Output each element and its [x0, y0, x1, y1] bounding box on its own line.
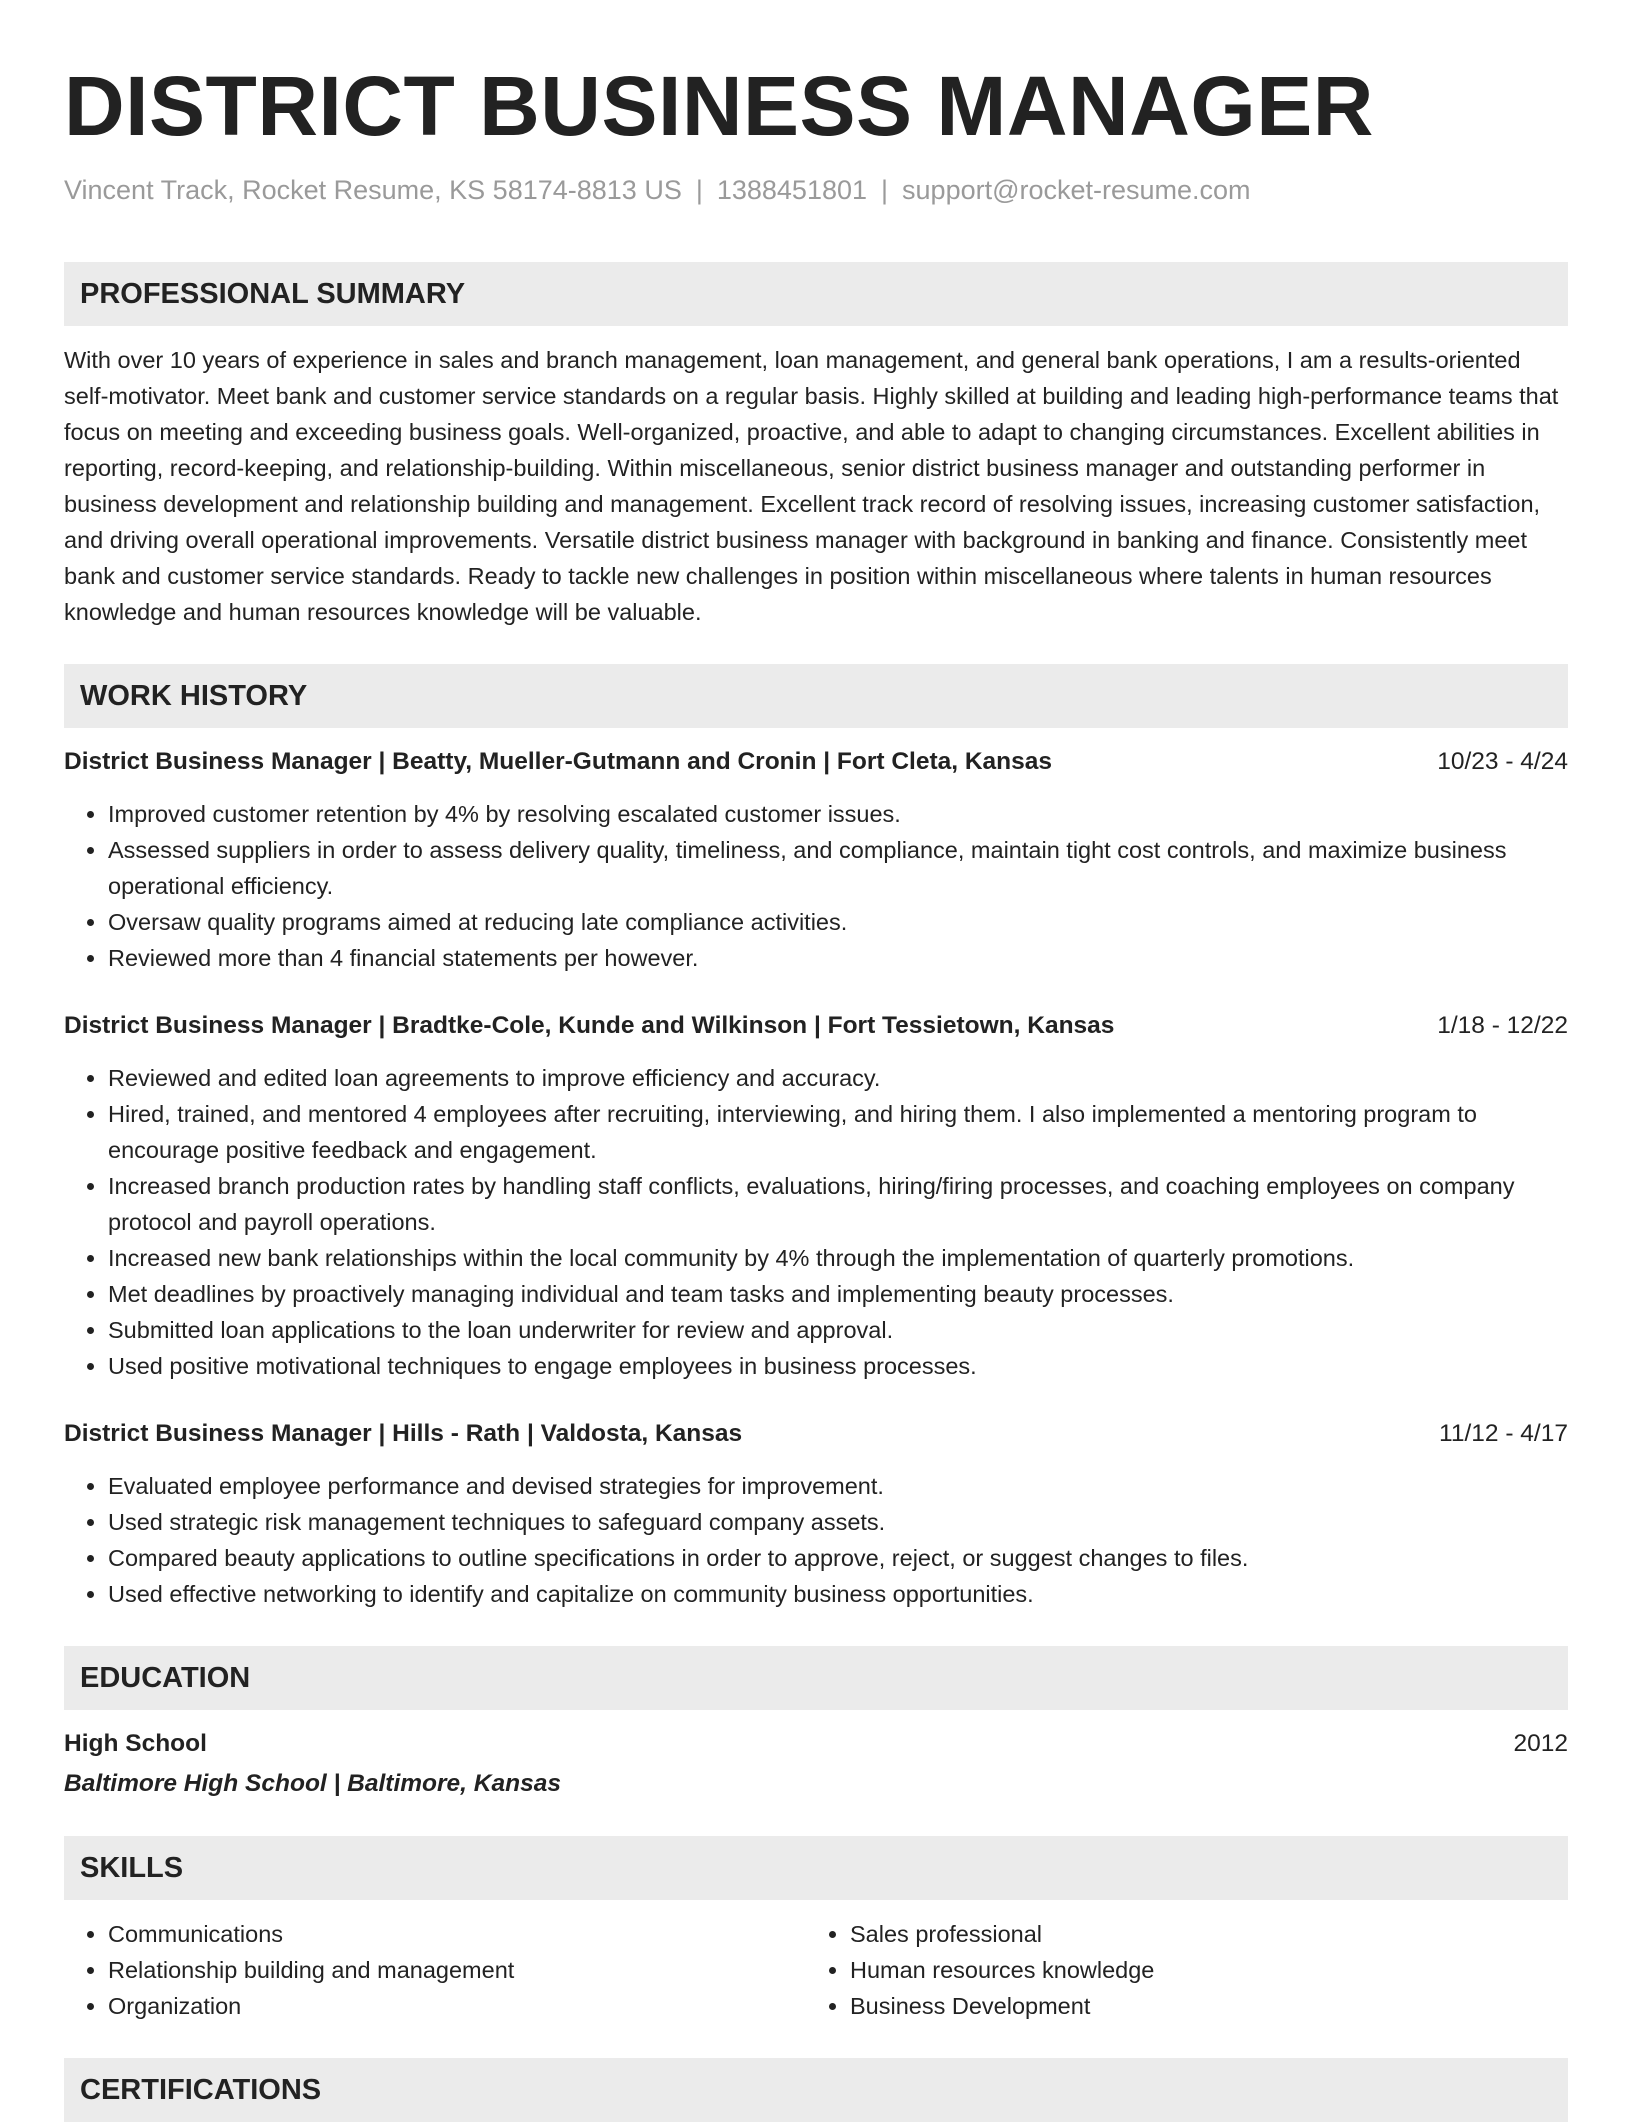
job-dates: 1/18 - 12/22: [1437, 1012, 1568, 1039]
job-title: District Business Manager | Beatty, Mueller-Gutmann and Cronin | Fort Cleta, Kansas: [64, 748, 1053, 775]
job-bullet: • Used strategic risk management techniques to safeguard company assets.: [108, 1504, 1568, 1540]
job-bullet: • Evaluated employee performance and devised strategies for improvement.: [108, 1468, 1568, 1504]
job-bullet: • Reviewed and edited loan agreements to improve efficiency and accuracy.: [108, 1060, 1568, 1096]
contact-line: [64, 172, 1568, 208]
section-heading-work-history: WORK HISTORY: [64, 664, 1568, 728]
summary-text: With over 10 years of experience in sales and branch management, loan management, and general bank operations, I am a results-oriented self-motivator. Meet bank and customer service standards on a regular basis. Highly skilled at building and leading high-performance teams that focus on meeting and exceeding business goals. Well-organized, proactive, and able to adapt to changing circumstances. Excellent abilities in reporting, record-keeping, and relationship-building. Within miscellaneous, senior district business manager and outstanding performer in business development and relationship building and management. Excellent track record of resolving issues, increasing customer satisfaction, and driving overall operational improvements. Versatile district business manager with background in banking and finance. Consistently meet bank and customer service standards. Ready to tackle new challenges in position within miscellaneous where talents in human resources knowledge and human resources knowledge will be valuable.: [64, 347, 1559, 625]
skill-item: • Human resources knowledge: [850, 1952, 1548, 1988]
skills-column-left: [64, 1916, 806, 2024]
job-dates: 10/23 - 4/24: [1437, 748, 1568, 775]
job-title: District Business Manager | Hills - Rath | Valdosta, Kansas: [64, 1420, 743, 1447]
section-heading-certifications: CERTIFICATIONS: [64, 2058, 1568, 2122]
skill-item: • Organization: [108, 1988, 806, 2024]
job-bullet: • Increased branch production rates by handling staff conflicts, evaluations, hiring/firing processes, and coaching employees on company protocol and payroll operations.: [108, 1168, 1568, 1240]
contact-address: Vincent Track, Rocket Resume, KS 58174-8813 US: [64, 175, 682, 205]
section-heading-education: EDUCATION: [64, 1646, 1568, 1710]
contact-separator: |: [881, 175, 889, 205]
job-dates: 11/12 - 4/17: [1439, 1420, 1568, 1447]
section-heading-summary: PROFESSIONAL SUMMARY: [64, 262, 1568, 326]
skill-item: • Sales professional: [850, 1916, 1548, 1952]
skill-item: • Communications: [108, 1916, 806, 1952]
job-bullet: • Hired, trained, and mentored 4 employees after recruiting, interviewing, and hiring them. I also implemented a mentoring program to encourage positive feedback and engagement.: [108, 1096, 1568, 1168]
job-bullet: • Assessed suppliers in order to assess delivery quality, timeliness, and compliance, maintain tight cost controls, and maximize business operational efficiency.: [108, 832, 1568, 904]
education-degree: High School: [64, 1730, 207, 1757]
job-entry: [64, 1008, 1568, 1384]
job-bullet: • Submitted loan applications to the loan underwriter for review and approval.: [108, 1312, 1568, 1348]
education-entry: [64, 1726, 1568, 1762]
skill-item: • Relationship building and management: [108, 1952, 806, 1988]
job-header: [64, 1416, 1568, 1452]
job-header: [64, 744, 1568, 780]
job-title: District Business Manager | Bradtke-Cole, Kunde and Wilkinson | Fort Tessietown, Kansas: [64, 1012, 1115, 1039]
education-school: Baltimore High School | Baltimore, Kansas: [64, 1770, 561, 1797]
job-bullet: • Met deadlines by proactively managing individual and team tasks and implementing beauty processes.: [108, 1276, 1568, 1312]
resume-title: DISTRICT BUSINESS MANAGER: [64, 59, 1374, 153]
contact-separator: |: [695, 175, 703, 205]
job-bullet: • Used effective networking to identify and capitalize on community business opportunities.: [108, 1576, 1568, 1612]
job-bullet: • Reviewed more than 4 financial statements per however.: [108, 940, 1568, 976]
resume-page: [64, 0, 1568, 2122]
job-bullets: [64, 796, 1568, 976]
job-bullet: • Used positive motivational techniques to engage employees in business processes.: [108, 1348, 1568, 1384]
job-header: [64, 1008, 1568, 1044]
skill-item: • Business Development: [850, 1988, 1548, 2024]
job-bullets: [64, 1468, 1568, 1612]
contact-phone: 1388451801: [716, 175, 868, 205]
job-bullet: • Compared beauty applications to outline specifications in order to approve, reject, or suggest changes to files.: [108, 1540, 1568, 1576]
skills-list: [64, 1916, 1568, 2024]
job-bullet: • Oversaw quality programs aimed at reducing late compliance activities.: [108, 904, 1568, 940]
contact-email: support@rocket-resume.com: [902, 175, 1251, 205]
job-entry: [64, 744, 1568, 976]
skills-column-right: [806, 1916, 1548, 2024]
job-entry: [64, 1416, 1568, 1612]
job-bullets: [64, 1060, 1568, 1384]
section-heading-skills: SKILLS: [64, 1836, 1568, 1900]
job-bullet: • Improved customer retention by 4% by resolving escalated customer issues.: [108, 796, 1568, 832]
job-bullet: • Increased new bank relationships within the local community by 4% through the implementation of quarterly promotions.: [108, 1240, 1568, 1276]
education-year: 2012: [1513, 1730, 1568, 1757]
